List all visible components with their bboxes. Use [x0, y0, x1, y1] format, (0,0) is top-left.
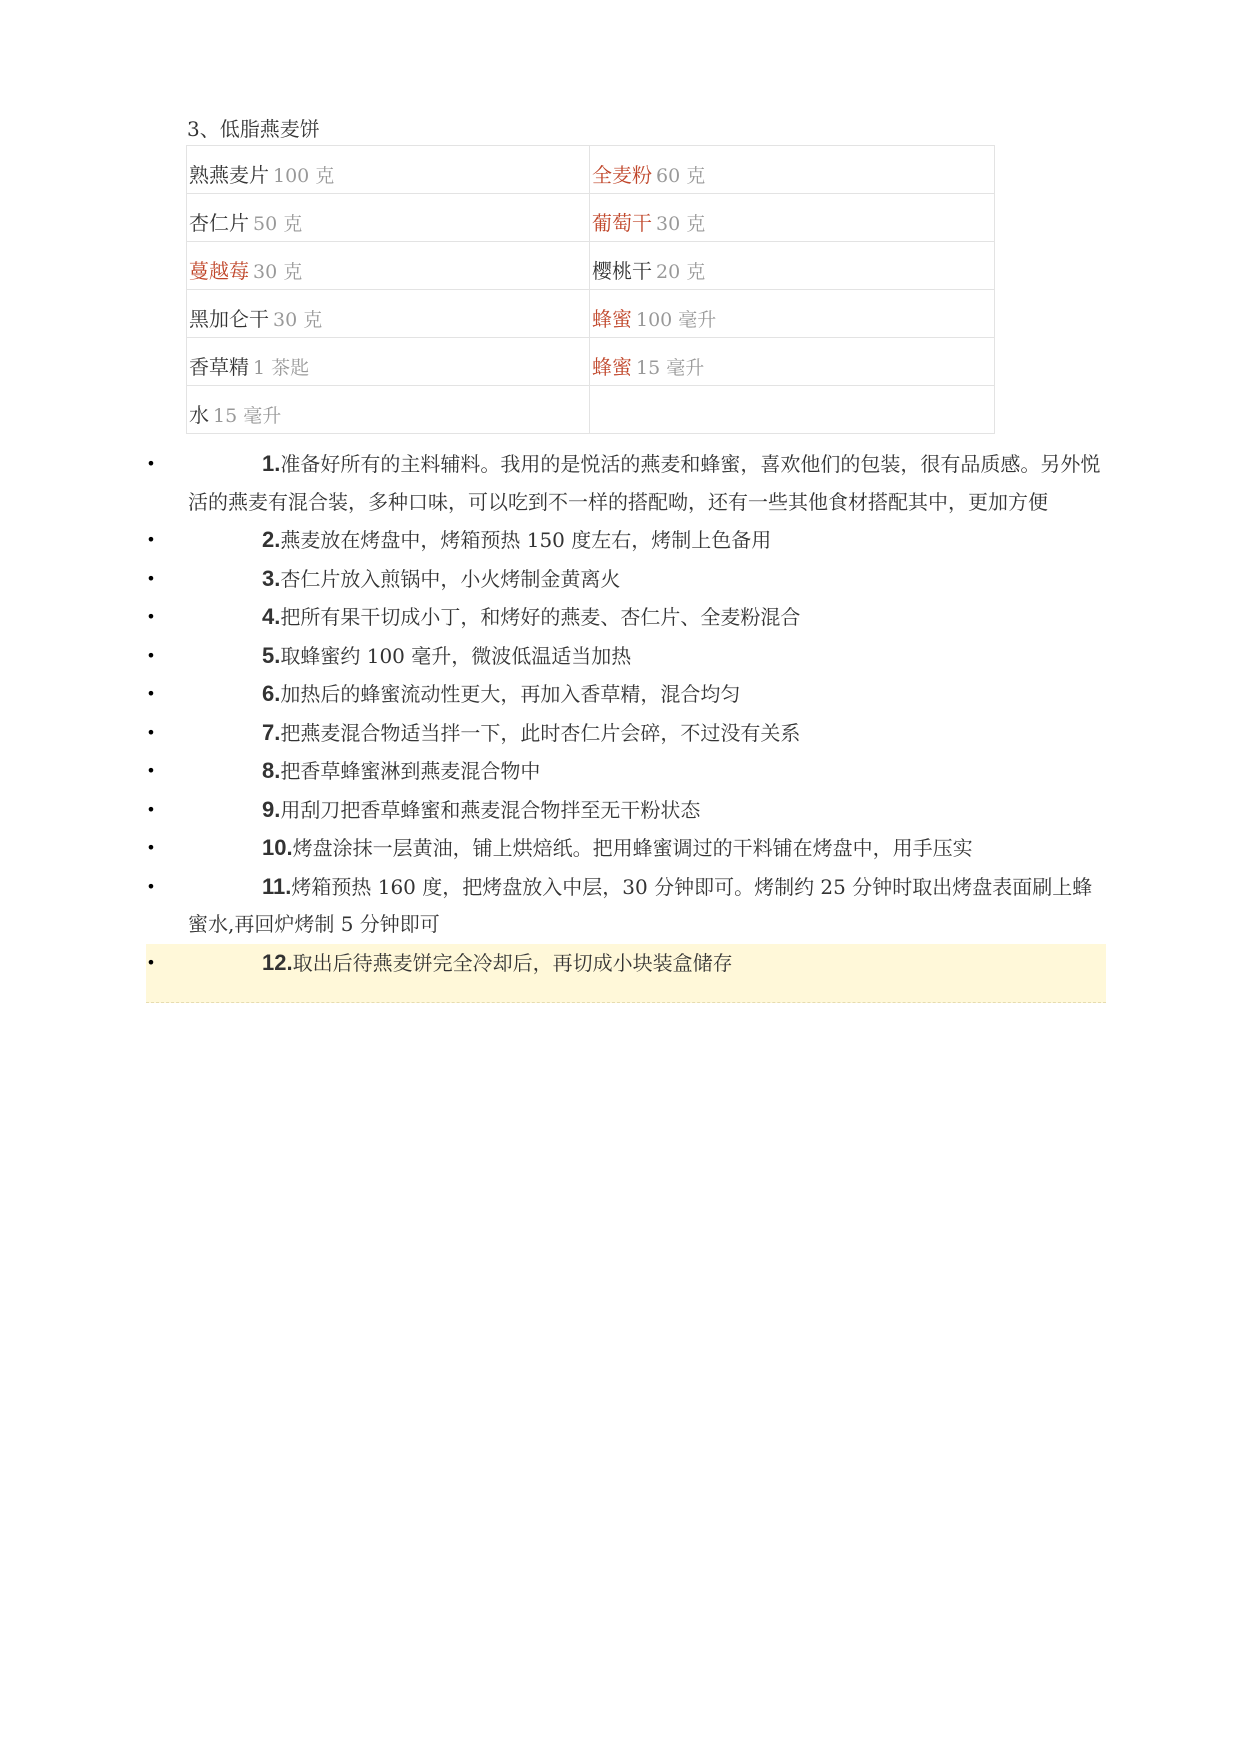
step-item: [146, 714, 1106, 753]
step-text: 燕麦放在烤盘中，烤箱预热 150 度左右，烤制上色备用: [280, 528, 772, 552]
step-item: [146, 637, 1106, 676]
ingredient-amount: 30 克: [656, 213, 706, 235]
step-number: 4.: [262, 604, 281, 629]
step-item: [146, 829, 1106, 868]
ingredient-name: 黑加仑干: [189, 307, 269, 331]
ingredient-name: 全麦粉: [592, 163, 652, 187]
ingredient-name: 熟燕麦片: [189, 163, 269, 187]
ingredient-amount: 15 毫升: [213, 405, 282, 427]
step-item: [146, 521, 1106, 560]
bullet-icon: •: [146, 761, 156, 780]
ingredient-row: [187, 290, 995, 338]
ingredient-amount: 30 克: [253, 261, 303, 283]
steps-list: [146, 445, 1106, 1003]
ingredient-cell: [590, 290, 995, 338]
bullet-icon: •: [146, 838, 156, 857]
ingredient-cell: [590, 386, 995, 434]
step-text: 烤盘涂抹一层黄油，铺上烘焙纸。把用蜂蜜调过的干料铺在烤盘中，用手压实: [292, 836, 973, 860]
step-item: [146, 791, 1106, 830]
step-text: 准备好所有的主料辅料。我用的是悦活的燕麦和蜂蜜，喜欢他们的包装，很有品质感。另外悦活的燕麦有混合装，多种口味，可以吃到不一样的搭配呦，还有一些其他食材搭配其中，更加方便: [188, 452, 1101, 514]
step-number: 2.: [262, 527, 281, 552]
ingredient-amount: 100 克: [273, 165, 335, 187]
step-item: [146, 868, 1106, 944]
ingredient-cell: [187, 194, 590, 242]
ingredient-name: 蜂蜜: [592, 355, 632, 379]
bullet-icon: •: [146, 876, 156, 896]
ingredient-cell: [187, 386, 590, 434]
bullet-icon: •: [146, 607, 156, 626]
ingredient-name: 香草精: [189, 355, 249, 379]
step-text: 取出后待燕麦饼完全冷却后，再切成小块装盒储存: [292, 950, 733, 975]
step-number: 5.: [262, 642, 281, 668]
ingredient-name: 蜂蜜: [592, 307, 632, 331]
ingredient-name: 樱桃干: [592, 259, 652, 283]
bullet-icon: •: [146, 722, 156, 742]
ingredient-cell: [590, 338, 995, 386]
step-item: [146, 675, 1106, 714]
ingredient-row: [187, 146, 995, 194]
ingredient-cell: [187, 290, 590, 338]
ingredient-amount: 60 克: [656, 165, 706, 187]
bullet-icon: •: [146, 568, 156, 588]
step-number: 1.: [262, 451, 281, 476]
ingredient-amount: 1 茶匙: [253, 357, 310, 379]
section-title: 3、低脂燕麦饼: [187, 117, 320, 141]
ingredient-cell: [590, 194, 995, 242]
ingredient-cell: [590, 242, 995, 290]
bullet-icon: •: [146, 530, 156, 549]
step-text: 加热后的蜂蜜流动性更大，再加入香草精，混合均匀: [280, 682, 741, 706]
bullet-icon: •: [146, 952, 156, 972]
step-item: [146, 944, 1106, 1004]
ingredient-amount: 100 毫升: [636, 309, 717, 331]
ingredient-name: 水: [189, 403, 209, 427]
step-number: 6.: [262, 681, 281, 706]
step-text: 把所有果干切成小丁，和烤好的燕麦、杏仁片、全麦粉混合: [280, 605, 801, 629]
step-item: [146, 445, 1106, 521]
step-number: 12.: [262, 949, 293, 975]
ingredient-amount: 15 毫升: [636, 357, 705, 379]
ingredient-amount: 30 克: [273, 309, 323, 331]
step-number: 3.: [262, 565, 281, 591]
ingredient-row: [187, 242, 995, 290]
ingredient-row: [187, 386, 995, 434]
step-item: [146, 752, 1106, 791]
ingredient-row: [187, 338, 995, 386]
step-number: 7.: [262, 719, 281, 745]
step-item: [146, 598, 1106, 637]
ingredient-cell: [187, 338, 590, 386]
step-text: 杏仁片放入煎锅中，小火烤制金黄离火: [280, 566, 621, 591]
ingredient-cell: [187, 146, 590, 194]
step-text: 把燕麦混合物适当拌一下，此时杏仁片会碎，不过没有关系: [280, 720, 801, 745]
step-number: 9.: [262, 796, 281, 822]
ingredient-name: 杏仁片: [189, 211, 249, 235]
step-text: 取蜂蜜约 100 毫升，微波低温适当加热: [280, 643, 632, 668]
ingredient-amount: 50 克: [253, 213, 303, 235]
step-text: 用刮刀把香草蜂蜜和燕麦混合物拌至无干粉状态: [280, 797, 701, 822]
ingredient-name: 葡萄干: [592, 211, 652, 235]
ingredient-name: 蔓越莓: [189, 259, 249, 283]
step-number: 8.: [262, 758, 281, 783]
bullet-icon: •: [146, 645, 156, 665]
ingredient-amount: 20 克: [656, 261, 706, 283]
ingredient-row: [187, 194, 995, 242]
bullet-icon: •: [146, 454, 156, 473]
bullet-icon: •: [146, 799, 156, 819]
step-number: 10.: [262, 835, 293, 860]
ingredient-cell: [187, 242, 590, 290]
step-number: 11.: [262, 873, 292, 899]
step-text: 把香草蜂蜜淋到燕麦混合物中: [280, 759, 541, 783]
ingredient-cell: [590, 146, 995, 194]
step-text: 烤箱预热 160 度，把烤盘放入中层，30 分钟即可。烤制约 25 分钟时取出烤盘表面刷上蜂蜜水,再回炉烤制 5 分钟即可: [188, 874, 1093, 936]
step-item: [146, 560, 1106, 599]
bullet-icon: •: [146, 684, 156, 703]
ingredients-table: [186, 145, 995, 434]
